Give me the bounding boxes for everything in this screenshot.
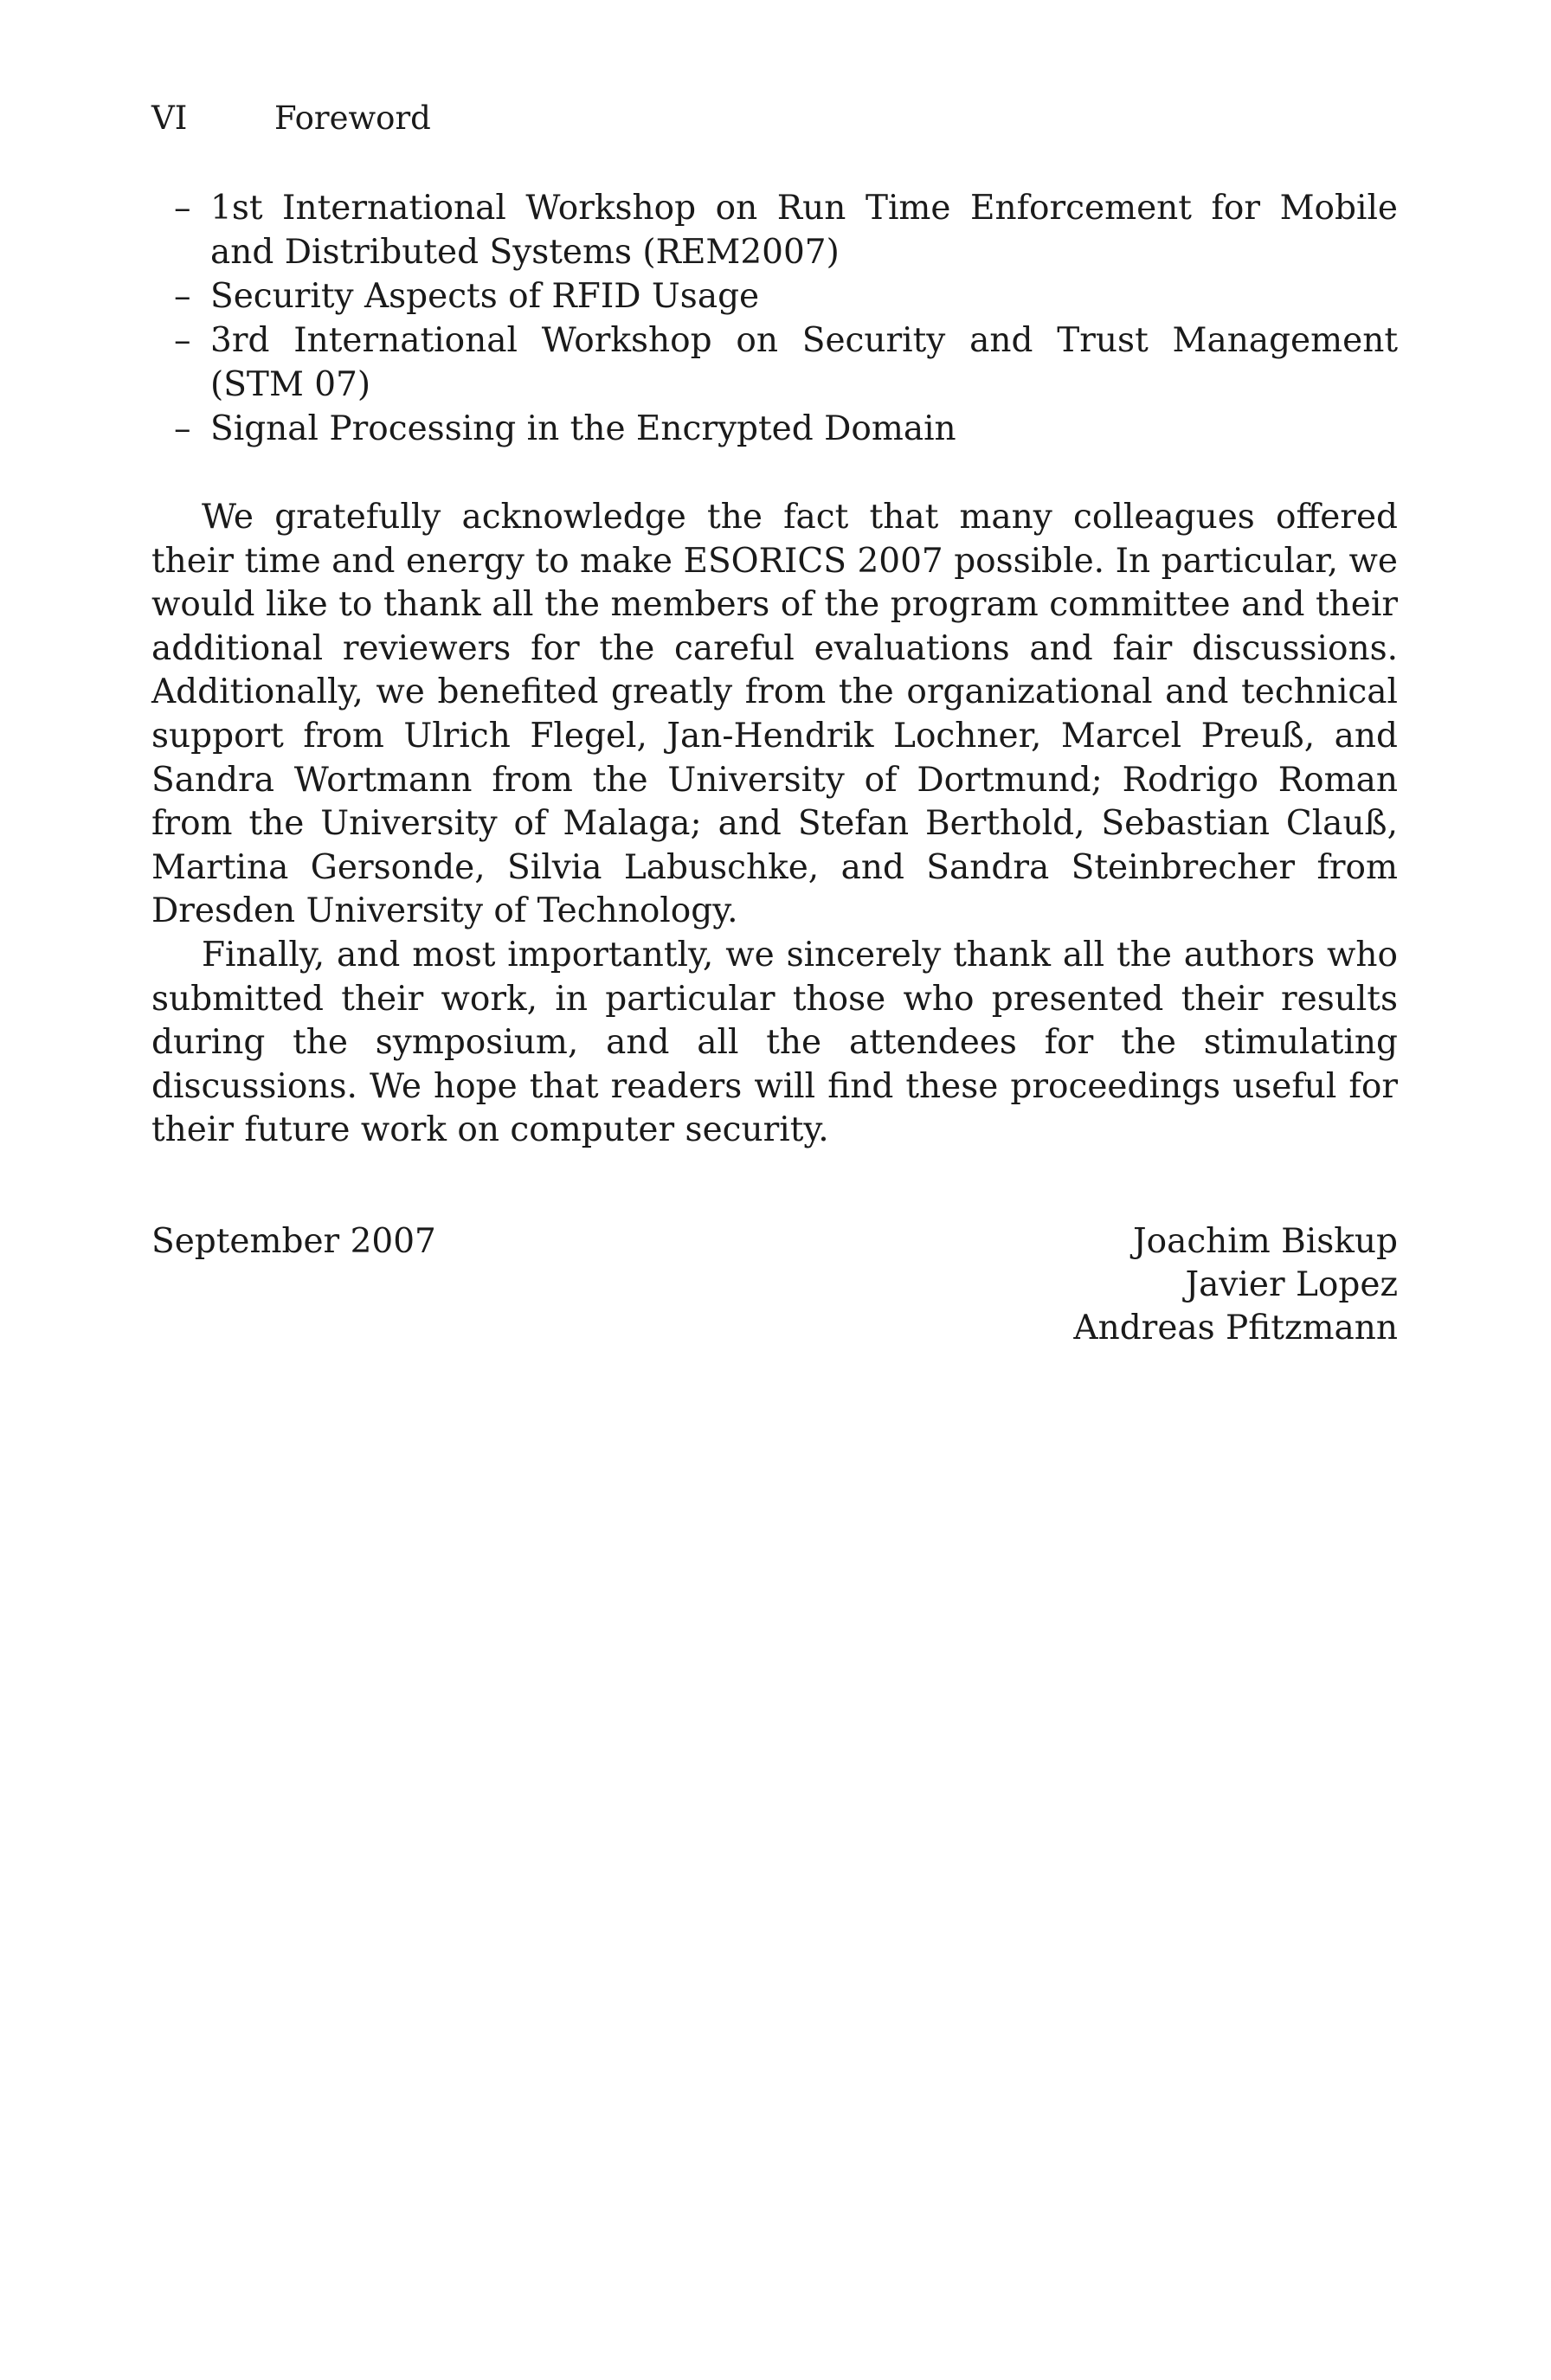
list-item-text: Signal Processing in the Encrypted Domain xyxy=(210,409,956,448)
list-item xyxy=(151,407,1398,451)
dash-bullet: – xyxy=(174,277,191,316)
dash-bullet: – xyxy=(174,321,191,360)
author-name: Joachim Biskup xyxy=(1132,1221,1398,1261)
dash-bullet: – xyxy=(174,409,191,448)
list-item xyxy=(151,318,1398,407)
dash-bullet: – xyxy=(174,189,191,228)
author-name: Andreas Pfitzmann xyxy=(1073,1308,1398,1348)
list-item xyxy=(151,274,1398,318)
author-names xyxy=(1073,1220,1398,1350)
closing-paragraph: Finally, and most importantly, we sincerely thank all the authors who submitted their work, in particular those who presented their results during the symposium, and all the attendees for the stimulating discussions. We hope that readers will find these proceedings useful for their future work on computer security. xyxy=(151,935,1398,1150)
list-item xyxy=(151,186,1398,274)
page-number: VI xyxy=(151,100,188,137)
signature-block xyxy=(151,1220,1398,1350)
signature-date: September 2007 xyxy=(151,1221,436,1261)
workshop-list xyxy=(151,186,1398,451)
author-name: Javier Lopez xyxy=(1185,1264,1398,1304)
section-title: Foreword xyxy=(274,100,431,137)
list-item-text: 3rd International Workshop on Security and Trust Management (STM 07) xyxy=(210,321,1398,404)
page-content xyxy=(151,186,1398,1350)
running-head xyxy=(151,97,431,140)
list-item-text: 1st International Workshop on Run Time Enforcement for Mobile and Distributed Systems (REM2007) xyxy=(210,189,1398,272)
list-item-text: Security Aspects of RFID Usage xyxy=(210,277,760,316)
acknowledgement-paragraph: We gratefully acknowledge the fact that many colleagues offered their time and energy to make ESORICS 2007 possible. In particular, we would like to thank all the members of the program committee and their additional reviewers for the careful evaluations and fair discussions. Additionally, we benefited greatly from the organizational and technical support from Ulrich Flegel, Jan-Hendrik Lochner, Marcel Preuß, and Sandra Wortmann from the University of Dortmund; Rodrigo Roman from the University of Malaga; and Stefan Berthold, Sebastian Clauß, Martina Gersonde, Silvia Labuschke, and Sandra Steinbrecher from Dresden University of Technology. xyxy=(151,498,1398,931)
